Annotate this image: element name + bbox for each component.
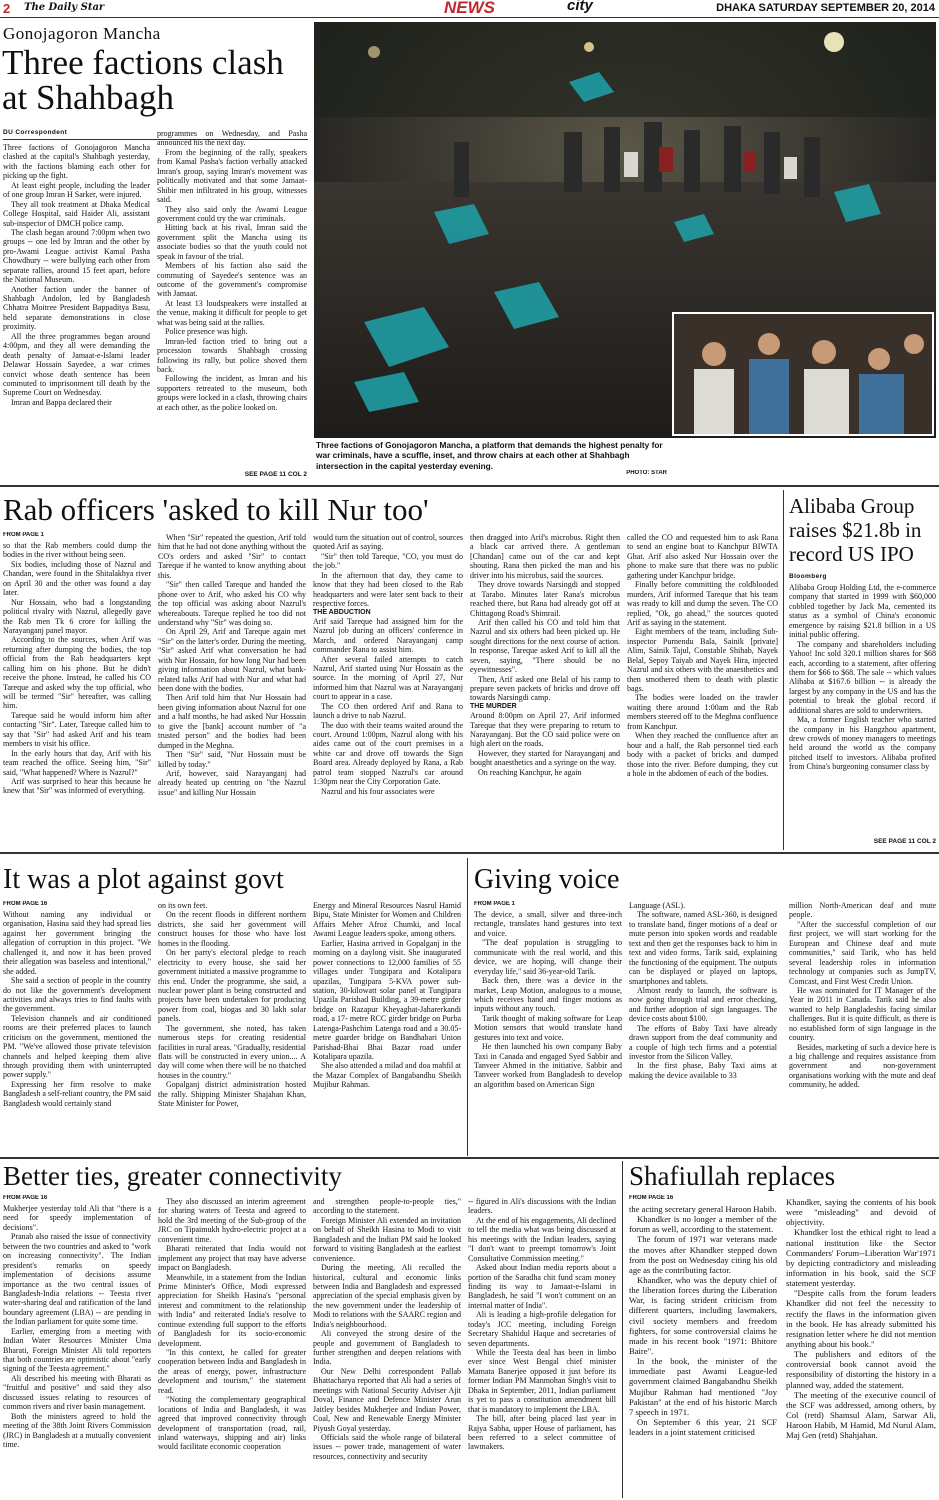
story1-jump: SEE PAGE 11 COL 2 <box>244 471 307 478</box>
story3-byline: Bloomberg <box>789 573 827 580</box>
story2-p: Around 8:00pm on April 27, Arif informed Tareque that they were preparing to return to Narayanganj. But the CO said police were on high alert on the roads. <box>470 711 620 749</box>
story6-vrule <box>622 1161 623 1498</box>
story2-subhead: THE MURDER <box>470 702 517 710</box>
story4-headline: It was a plot against govt <box>3 866 284 895</box>
story6-p: Earlier, emerging from a meeting with Indian Water Resources Minister Uma Bharati, Foreign Minister Ali told reporters that both countries are optimistic about "early signing of the Teesta agreement." <box>3 1326 151 1374</box>
story2-p: They drove towards Narsingdi and stopped at Tarabo. Minutes later Rana's microbus reached there, but Rana had already got off at Chittagong Road's Shimrail. <box>470 580 620 618</box>
story2-p: The CO then ordered Arif and Rana to launch a drive to nab Nazrul. <box>313 701 463 721</box>
story6-p: -- figured in Ali's discussions with the Indian leaders. <box>468 1197 616 1216</box>
story1-col2-p: Police presence was high. <box>165 327 248 337</box>
story6-p: Officials said the whole range of bilateral issues -- power trade, management of water resources, connectivity and security <box>313 1432 461 1461</box>
story2-p: After several failed attempts to catch Nazrul, Arif started using Nur Hossain as the source. In the morning of April 27, Nur informed him that Nazrul was at Narayanganj court to appear in a case. <box>313 654 463 702</box>
story5-p: Almost ready to launch, the software is now going through trial and error checking, and further adoption of sign languages. The device costs about $100. <box>629 985 777 1024</box>
story2-p: Tareque said he would inform him after contacting "Sir". Later, Tareque called him to say that "Sir" had asked Arif and his team members to visit his office. <box>3 710 151 749</box>
story7-p: The publishers and editors of the controversial book cannot avoid the responsibility of distorting the history in a planned way, added the statement. <box>786 1349 936 1390</box>
story2-p: "Sir" then called Tareque and handed the phone over to Arif, who asked his CO why the top official was asking about Nazrul's whereabouts. Tareque replied he too did not understand why "Sir" was doing so. <box>158 580 306 627</box>
story4-p: She also attended a milad and doa mahfil at the Mazar Complex of Bangabandhu Sheikh Mujibur Rahman. <box>313 1061 461 1090</box>
story2-p: In the afternoon that day, they came to know that they had been closed to the Rab headquarters and were later sent back to their respective forces. <box>313 570 463 609</box>
story5-col2 <box>629 901 777 1152</box>
story6-col3 <box>313 1197 461 1498</box>
story1-kicker: Gonojagoron Mancha <box>3 24 161 43</box>
story5-col1 <box>474 910 622 1152</box>
story5-p: The software, named ASL-360, is designed to translate hand, finger motions of a deaf or mute person into spoken words and readable text and then get the responses back to him in text and video forms, Tarik said, explaining the functioning of the equipment. The outputs can be displayed or played on laptops, smartphones and tablets. <box>629 910 777 986</box>
section-label: NEWS <box>444 0 495 17</box>
story1-col1 <box>3 143 150 483</box>
story4-p: On the recent floods in different northern districts, she said her government will construct houses for those who have lost homes in the flooding. <box>158 910 306 948</box>
story4-p: She said a section of people in the country do not like the government's development activities and always tries to find faults with the government. <box>3 976 151 1014</box>
story5-p: "The deaf population is struggling to communicate with the real world, and this device, we are hoping, will change their everyday life," said 36-year-old Tarik. <box>474 938 622 976</box>
story4-p: Energy and Mineral Resources Nasrul Hamid Bipu, State Minister for Women and Children Affairs Meher Afroz Chumki, and local Awami League leaders spoke, among others. <box>313 901 461 939</box>
story7-p: Khandker, saying the contents of his book were "misleading" and devoid of objectivity. <box>786 1197 936 1228</box>
story2-col4 <box>470 533 620 848</box>
story6-p: Our New Delhi correspondent Pallab Bhattacharya reported that Ali had a series of meetings with National Security Adviser Ajit Doval, Finance and Defence Minister Arun Jaitley besides Mukherjee and Indian Power, Coal, New and Renewable Energy Minister Piyush Goyal yesterday. <box>313 1366 461 1433</box>
story2-p: On reaching Kanchpur, he again <box>478 767 582 777</box>
story5-p: The efforts of Baby Taxi have already drawn support from the deaf community and a couple of high tech firms and a potential investor from the Silicon Valley. <box>629 1023 777 1061</box>
story6-p: The bill, after being placed last year in Rajya Sabha, upper House of parliament, has been referred to a select committee of lawmakers. <box>468 1414 616 1452</box>
story1-col2-p: Hitting back at his rival, Imran said the government split the Mancha using its associate bodies so that the youth could not speak in favour of the trial. <box>157 223 307 261</box>
page-header <box>0 0 939 18</box>
story6-p: "In this context, he called for greater cooperation between India and Bangladesh in the areas of energy, power, infrastructure development and tourism," the statement read. <box>158 1348 306 1395</box>
story2-col5 <box>627 533 778 848</box>
story1-col1-p: The clash began around 7:00pm when two groups -- one led by Imran and the other by pro-Awami League activist Kamal Pasha Chowdhury -- were bullying each other from separate rallies, around 15 feet apart, before the National Museum. <box>3 227 150 285</box>
section-divider <box>0 1157 939 1159</box>
story5-p: He then launched his own company Baby Taxi in Canada and engaged Syed Sabbir and Tanveer Ahmed in the initiative. Sabbir and Tanveer worked from Bangladesh to develop an algorithm based on American Sign <box>474 1042 622 1089</box>
story7-p: Khandker is no longer a member of the forum as well, according to the statement. <box>629 1214 777 1235</box>
story7-from: FROM PAGE 16 <box>629 1195 674 1201</box>
story1-col2-p: At least 13 loudspeakers were installed at the venue, making it difficult for people to get what was being said at the rallies. <box>157 298 307 327</box>
story3-col1 <box>789 583 936 838</box>
story6-p: While the Teesta deal has been in limbo ever since West Bengal chief minister Mamata Banerjee opposed it just before its former Indian PM Manmohan Singh's visit to Dhaka in September, 2011, Indian parliament is yet to pass a constitution amendment bill that is mandatory to implement the LBA. <box>468 1348 616 1414</box>
story4-p: The government, she noted, has taken numerous steps for creating residential facilities in rural areas. "Gradually, residential flats will be constructed in every union.... A day will come when there will be no thatched houses in the country." <box>158 1023 306 1080</box>
story6-p: They also discussed an interim agreement for sharing waters of Teesta and agreed to hold the 3rd meeting of the Sub-group of the JRC on Tipaimukh hydro-electric project at a convenient time. <box>158 1197 306 1244</box>
story4-p: Expressing her firm resolve to make Bangladesh a self-reliant country, the PM said Bangladesh would certainly stand <box>3 1079 151 1108</box>
story7-p: "Despite calls from the forum leaders Khandker did not feel the necessity to rectify the flaws in the information given in the book. He has already submitted his resignation letter where he did not mention anything about his book." <box>786 1288 936 1349</box>
story4-from: FROM PAGE 16 <box>3 901 48 907</box>
story6-p: At the end of his engagements, Ali declined to tell the media what was being discussed at his meetings with the Indian leaders, saying "I don't want to preempt tomorrow's Joint Consultative Commission meeting." <box>468 1215 616 1263</box>
story5-p: In the first phase, Baby Taxi aims at making the device available to 33 <box>629 1061 777 1080</box>
story1-col2-p: From the beginning of the rally, speakers from Kamal Pasha's faction verbally attacked Imran's group, saying Imran's movement was politically motivated and that some Jamaat-Shibir men infiltrated in his group, witnesses said. <box>157 147 307 205</box>
story5-headline: Giving voice <box>474 866 620 895</box>
story5-p: million North-American deaf and mute people. <box>789 901 936 920</box>
story4-p: On her party's electoral pledge to reach electricity to every house, she said her government initiated a massive programme to this end. Under the programme, she said, a nuclear power plant is being constructed and projects have been undertaken for producing power from coal, biogas and 30 lakh solar panels. <box>158 948 306 1024</box>
section-divider <box>0 852 939 854</box>
story2-p: so that the Rab members could dump the bodies in the river without being seen. <box>3 541 151 560</box>
clash-photo <box>314 22 936 438</box>
story2-p: When they reached the confluence after an hour and a half, the Rab personnel tied each body with a packet of bricks and dumped those into the river. Before dumping, they cut a hole in the abdomen of each of the bodies. <box>627 731 778 778</box>
story2-col3 <box>313 533 463 848</box>
story2-col1 <box>3 541 151 848</box>
story6-p: During the meeting, Ali recalled the historical, cultural and economic links between India and Bangladesh and expressed appreciation of the special emphasis given by the new government under the leadership of Modi to relations with the SAARC region and India's neighbourhood. <box>313 1263 461 1329</box>
masthead-logo: The Daily Star <box>24 2 105 13</box>
story6-p: and strengthen people-to-people ties," according to the statement. <box>313 1197 461 1216</box>
story6-p: Pranab also raised the issue of connectivity between the two countries and asked to "work on increasing connectivity". The Indian president's remarks on speedy implementation of decisions assume importance as the two central issues of Bangladesh-India relations -- Teesta river water-sharing deal and ratification of the land boundary agreement (LBA) -- are pending in the Indian parliament for quite some time. <box>3 1232 151 1327</box>
story6-p: Ali is leading a high-profile delegation for today's JCC meeting, including Foreign Secretary Shahidul Haque and secretaries of seven departments. <box>468 1310 616 1348</box>
inset-photo-drawing <box>674 314 934 436</box>
story1-byline: DU Correspondent <box>3 129 68 136</box>
story2-p: "Sir" then told Tareque, "CO, you must do the job." <box>313 551 463 571</box>
story1-col2 <box>157 129 307 471</box>
story5-from: FROM PAGE 1 <box>474 901 515 907</box>
story5-p: He was nominated for IT Manager of the Year in 2011 in Canada. Tarik said he also wanted to help Bangladeshis facing similar challenges. But it is quite difficult, as there is no established form of sign language in the country. <box>789 985 936 1043</box>
story7-col2 <box>786 1197 936 1498</box>
story7-headline: Shafiullah replaces <box>629 1163 836 1191</box>
story6-p: Asked about Indian media reports about a portion of the Saradha chit fund scam money finding its way to Jamaat-e-Islami in Bangladesh, he said "I won't comment on an internal matter of India". <box>468 1263 616 1310</box>
story4-col3 <box>313 901 461 1152</box>
story6-p: Bharati reiterated that India would not implement any project that may have adverse impact on Bangladesh. <box>158 1244 306 1273</box>
story2-p: Then "Sir" said, "Nur Hossain must be killed by today." <box>158 750 306 769</box>
story5-p: Besides, marketing of such a device here is a big challenge and requires assistance from government and non-government organisations working with the mute and deaf community, he added. <box>789 1042 936 1090</box>
story2-p: Then, Arif asked one Belal of his camp to prepare seven packets of bricks and drove off towards Narsingdi camp. <box>470 674 620 703</box>
story2-p: Arif, however, said Narayanganj had already heated up centring on "the Nazrul issue" and killing Nur Hossain <box>158 768 306 797</box>
story4-col1 <box>3 910 151 1152</box>
story6-col2 <box>158 1197 306 1498</box>
story6-p: "Noting the complementary geographical locations of India and Bangladesh, it was agreed that improved connectivity through development of transportation (road, rail, inland waterways, shipping and air) links would facilitate economic cooperation <box>158 1395 306 1452</box>
story6-col1 <box>3 1204 151 1498</box>
section-divider <box>0 485 939 487</box>
story4-p: on its own feet. <box>158 901 208 910</box>
story3-jump: SEE PAGE 11 COL 2 <box>873 838 936 845</box>
story7-col1 <box>629 1204 777 1498</box>
page-number: 2 <box>3 1 11 16</box>
story1-col2-p: Following the incident, as Imran and his supporters retreated to the museum, both groups were locked in a clash, throwing chairs at each other, as the police looked on. <box>157 374 307 412</box>
story7-p: The meeting of the executive council of the SCF was addressed, among others, by Col (retd) Shamsul Alam, Sarwar Ali, Haroon Habib, M Hamid, Md Nurul Alam, Maj Gen (retd) Shahjahan. <box>786 1389 936 1441</box>
story5-col3 <box>789 901 936 1152</box>
story4-vrule <box>467 858 468 1156</box>
story2-p: The bodies were loaded on the trawler waiting there around 1:00am and the Rab members steered off to the Meghna confluence from Kanchpur. <box>627 693 778 731</box>
photo-caption: Three factions of Gonojagoron Mancha, a platform that demands the highest penalty for war criminals, have a scuffle, inset, and throw chairs at each other at Shahbagh intersection in the capital yesterday evening. <box>316 440 663 471</box>
story7-p: Khandker, who was the deputy chief of the liberation forces during the Liberation War, is facing strident criticism from different quarters, including lawmakers, civil society members and freedom fighters, for some controversial claims he made in his recent book "1971: Bhitore Baire". <box>629 1274 777 1356</box>
story6-p: Mukherjee yesterday told Ali that "there is a need for speedy implementation of decisions". <box>3 1204 151 1232</box>
story2-p: Six bodies, including those of Nazrul and Chandan, were found in the Shitalakhya river on April 30 and the other was found a day later. <box>3 559 151 598</box>
story2-p: Nazrul and his four associates were <box>321 786 435 796</box>
story1-col2-p: programmes on Wednesday, and Pasha announced his the next day. <box>157 129 307 148</box>
story4-col2 <box>158 901 306 1152</box>
story2-p: would turn the situation out of control, sources quoted Arif as saying. <box>313 533 463 552</box>
story2-p: Nur Hossain, who had a longstanding political rivalry with Nazrul, allegedly gave the Rab men Tk 6 crore for killing the Narayanganj panel mayor. <box>3 597 151 635</box>
story4-p: Television channels and air conditioned rooms are their preferred places to launch criticism on the government, mentioned the PM. "We've allowed those private television channels and helped keeping them alive through providing them with uninterrupted power supply." <box>3 1013 151 1080</box>
story3-p: Ma, a former English teacher who started the company in his Hangzhou apartment, drew crowds of money managers to meetings held around the world as the company pitched itself to investors. Alibaba profited from China's burgeoning consumer class by <box>789 715 936 772</box>
story6-from: FROM PAGE 16 <box>3 1195 48 1201</box>
story1-col1-p: They all took treatment at Dhaka Medical College Hospital, said Haider Ali, assistant sub-inspector of DMCH police camp. <box>3 199 150 228</box>
story6-p: Foreign Minister Ali extended an invitation on behalf of Sheikh Hasina to Modi to visit Bangladesh and the Indian PM said he looked forward to visiting Bangladesh at the earliest convenience. <box>313 1215 461 1263</box>
story7-p: In the book, the minister of the immediate past Awami League-led government claimed Bangabandhu Sheikh Mujibur Rahman had mentioned "Joy Pakistan" at the end of his historic March 7 speech in 1971. <box>629 1356 777 1417</box>
story6-p: Both the ministers agreed to hold the meeting of the 38th Joint Rivers Commission (JRC) in Bangladesh at a mutually convenient time. <box>3 1411 151 1449</box>
story4-p: Gopalganj district administration hosted the rally. Shipping Minister Shajahan Khan, State Minister for Power, <box>158 1080 306 1109</box>
story2-p: Arif said Tareque had assigned him for the Nazrul job during an officers' conference in March, and ordered Narayanganj camp commander Rana to assist him. <box>313 616 463 655</box>
story6-p: Ali conveyed the strong desire of the people and government of Bangladesh to further strengthen and deepen relations with India. <box>313 1329 461 1367</box>
story3-p: Alibaba Group Holding Ltd, the e-commerce company that started in 1999 with $60,000 cobbled together by Jack Ma, cemented its status as a symbol of China's economic emergence by raising $21.8 billion in a US initial public offering. <box>789 583 936 640</box>
story1-headline: Three factions clash at Shahbagh <box>2 45 284 117</box>
story7-p: the acting secretary general Haroon Habib. <box>629 1204 777 1214</box>
story3-p: The company and shareholders including Yahoo! Inc sold 320.1 million shares for $68 each, according to a statement, after offering them for $66 to $68. The sale -- which values Alibaba at $167.6 billion -- is already the largest by any company in the US and has the potential to break the global record if additional shares are sold to underwriters. <box>789 639 936 715</box>
story5-p: Back then, there was a device in the market, Leap Motion, analogous to a mouse, which receives hand and finger motions as inputs without any touch. <box>474 976 622 1014</box>
story3-headline: Alibaba Group raises $21.8b in record US IPO <box>789 494 922 567</box>
story1-col2-p: They also said only the Awami League government could try the war criminals. <box>157 204 307 223</box>
story4-p: Earlier, Hasina arrived in Gopalganj in the morning on a daylong visit. She inaugurated power connections to 12,000 families of 55 villages under Tungipara and Kotalipara upazilas, Tungipara 5-KVA power sub-station, 30-kilowatt solar panel at Tungipara Upazila Parishad Building, a 39-metre girder bridge on Razapur Kheyaghat-Jaharerkandi road, a 17- metre RCC girder bridge on Purba Latenga-Pashchim Latenga road and a 30.05-metre guarder bridge on Bandhabari Union Parishad-Bhai Bhai Bazar road under Kotalipara upazila. <box>313 938 461 1061</box>
story2-vrule <box>783 490 784 850</box>
story7-p: The forum of 1971 war veterans made the moves after Khandker stepped down from the post on Wednesday citing his old age as the contributing factor. <box>629 1234 777 1275</box>
story6-p: Ali described his meeting with Bharati as "fruitful and positive" and said they also discussed issues relating to resources of common rivers and river basin management. <box>3 1373 151 1412</box>
story2-p: Eight members of the team, including Sub-inspector Purnendu Bala, Sainik [private] Alim, Sainik Tajul, Constable Shihab, Nayek Belal, Sepoy Taiyab and Nayek Hira, injected Nazrul and six others with the anaesthetics and then smothered them to death with plastic bags. <box>627 627 778 693</box>
story2-p: Finally before committing the coldblooded murders, Arif informed Tareque that his team was ready to kill and dump the seven. The CO replied, "Ok, go ahead," the sources quoted Arif as saying in the statement. <box>627 580 778 627</box>
story2-p: Arif was surprised to hear this because he knew that "Sir" was informed of everything. <box>3 776 151 796</box>
story2-p: In the early hours that day, Arif with his team reached the office. Seeing him, "Sir" said, "What happened? Where is Nazrul?" <box>3 748 151 777</box>
story1-col2-p: Members of his faction also said the commuting of Sayedee's sentence was an outcome of the government's compromise with Jamaat. <box>157 261 307 299</box>
story2-col2 <box>158 533 306 848</box>
story2-p: Arif then called his CO and told him that Nazrul and six others had been picked up. He sought directions for the next course of action. In response, Tareque asked Arif to kill all the seven, saying, "There should be no eyewitnesses". <box>470 617 620 675</box>
story2-headline: Rab officers 'asked to kill Nur too' <box>3 494 429 527</box>
photo-credit: PHOTO: STAR <box>626 470 667 476</box>
story2-from: FROM PAGE 1 <box>3 532 44 538</box>
story5-p: Language (ASL). <box>629 901 685 910</box>
story7-p: On September 6 this year, 21 SCF leaders in a joint statement criticised <box>629 1416 777 1438</box>
story2-subhead: THE ABDUCTION <box>313 608 371 616</box>
story2-p: However, they started for Narayanganj and bought anaesthetics and a syringe on the way. <box>470 748 620 768</box>
story2-p: Then Arif told him that Nur Hossain had been giving information about Nazrul for one and a half months, he had asked Nur Hossain to give the [bank] account number of "a trusted person" and the bodies had been dumped in the Meghna. <box>158 693 306 750</box>
story6-headline: Better ties, greater connectivity <box>3 1163 342 1191</box>
story1-col1-p: Imran and Bappa declared their <box>11 397 112 407</box>
story4-p: Without naming any individual or organisation, Hasina said they had spread lies against her government bringing the allegation of corruption in this project. "We challenged it, and now it has been proved their allegation was baseless and intentional," she added. <box>3 910 151 976</box>
story2-p: When "Sir" repeated the question, Arif told him that he had not done anything without the CO's orders and asked "Sir" to contact Tareque if he wanted to know anything about this. <box>158 533 306 580</box>
story6-col4 <box>468 1197 616 1498</box>
story2-p: According to the sources, when Arif was returning after dumping the bodies, the top official from the Rab headquarters kept calling him on his phone. But he didn't receive the phone. Instead, he called his CO Tareque and asked why the top official, who will be termed "Sir" hereafter, was calling him. <box>3 635 151 711</box>
story5-p: The device, a small, silver and three-inch rectangle, translates hand gestures into text and voice. <box>474 910 622 938</box>
story2-p: then dragged into Arif's microbus. Right then a black car arrived there. A gentleman [Chandan] came out of the car and kept shouting. Rana then picked the man and his driver into his microbus, said the sources. <box>470 533 620 580</box>
subsection-label: city <box>567 0 593 14</box>
story1-col1-p: All the three programmes began around 4:00pm, and they all were demanding the death penalty of Jamaat-e-Islami leader Delawar Hossain Sayedee, a war crimes convict whose death sentence has been commuted to imprisonment till death by the Supreme Court on Wednesday. <box>3 331 150 398</box>
story1-col1-p: Another faction under the banner of Shahbagh Andolon, led by Bangladesh Chhatra Moitree President Bappaditya Basu, held separate demonstrations in close proximity. <box>3 284 150 332</box>
story2-p: The duo with their teams waited around the court. Around 1:00pm, Nazrul along with his aides came out of the court premises in a white car and drove off towards the Sign Board area. Already deployed by Rana, a Rab patrol team stopped Nazrul's car around 1:30pm near the City Corporation Gate. <box>313 720 463 787</box>
story1-col2-p: Imran-led faction tried to bring out a procession towards Shahbagh crossing following its rally, but police shoved them back. <box>157 336 307 374</box>
story5-p: "After the successful completion of our first project, we will start working for the European and Chinese deaf and mute communities," said Tarik, who has held several leadership roles in information technology at companies such as JumpTV, Comcast, and First West Credit Union. <box>789 919 936 986</box>
story7-p: Khandker lost the ethical right to lead a national institution like the Sector Commanders' Forum--Liberation War'1971 by depicting contradictory and misleading information in his book, said the SCF statement yesterday. <box>786 1227 936 1289</box>
inset-photo <box>672 312 934 436</box>
story2-p: On April 29, Arif and Tareque again met "Sir" on the latter's order. During the meeting, "Sir" asked Arif what conversation he had with Nur Hossain, for how long Nur had been giving information about Nazrul, what bank-related talks Arif had with Nur and what had been done with the bodies. <box>158 627 306 693</box>
story1-col1-p: At least eight people, including the leader of one group Imran H Sarker, were injured. <box>3 180 150 200</box>
story5-p: Tarik thought of making software for Leap Motion sensors that would translate hand gestures into text and voice. <box>474 1013 622 1042</box>
dateline: DHAKA SATURDAY SEPTEMBER 20, 2014 <box>716 2 935 14</box>
story2-p: called the CO and requested him to ask Rana to send an engine boat to Kanchpur BIWTA Ghat. Arif also asked Nur Hossain over the phone to make sure that there was no public gathering under Kanchpur bridge. <box>627 533 778 580</box>
story6-p: Meanwhile, in a statement from the Indian Prime Minister's Office, Modi expressed appreciation for Sheikh Hasina's "personal interest and commitment to the relationship with India" and reiterated India's resolve to continue extending full support to the efforts of Bangladesh for its socio-economic development. <box>158 1272 306 1348</box>
story1-col1-p: Three factions of Gonojagoron Mancha clashed at the capital's Shahbagh yesterday, with the factions blaming each other for picking up the fight. <box>3 143 150 181</box>
